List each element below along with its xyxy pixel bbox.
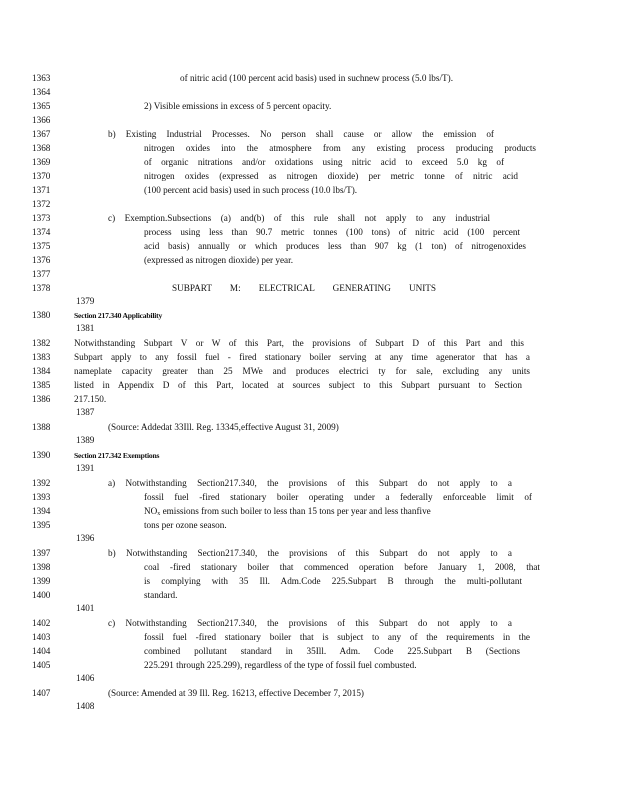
text-line: c) Notwithstanding Section217.340, the provisions of this Subpart do not apply to a: [108, 618, 512, 628]
text-line: listed in Appendix D of this Part, located at sources subject to this Subpart pursuant to Section: [74, 380, 522, 390]
text-line: nameplate capacity greater than 25 MWe and produces electrici ty for sale, excluding any units: [74, 366, 530, 376]
text-line: nitrogen oxides (expressed as nitrogen dioxide) per metric tonne of nitric acid: [144, 171, 518, 181]
line-number: 1398: [32, 562, 51, 572]
line-number: 1369: [32, 157, 51, 167]
line-number: 1376: [32, 255, 51, 265]
line-number: 1364: [32, 87, 51, 97]
section-heading: Section 217.342 Exemptions: [74, 451, 160, 460]
text-line: b) Notwithstanding Section217.340, the provisions of this Subpart do not apply to a: [108, 548, 512, 558]
line-number: 1396: [76, 533, 95, 543]
text-line: combined pollutant standard in 35Ill. Adm. Code 225.Subpart B (Sections: [144, 646, 520, 656]
line-number: 1368: [32, 143, 51, 153]
line-number: 1386: [32, 394, 51, 404]
text-line: fossil fuel -fired stationary boiler operating under a federally enforceable limit of: [144, 492, 532, 502]
line-number: 1379: [76, 296, 95, 306]
line-number: 1378: [32, 283, 51, 293]
source-note: (Source: Addedat 33Ill. Reg. 13345,effective August 31, 2009): [108, 422, 339, 432]
line-number: 1381: [76, 323, 95, 333]
line-number: 1388: [32, 422, 51, 432]
line-number: 1401: [76, 603, 95, 613]
line-number: 1391: [76, 463, 95, 473]
line-number: 1395: [32, 520, 51, 530]
text-line: fossil fuel -fired stationary boiler that is subject to any of the requirements in the: [144, 632, 530, 642]
text-line: coal -fired stationary boiler that commenced operation before January 1, 2008, that: [144, 562, 540, 572]
text-line: Subpart apply to any fossil fuel - fired stationary boiler serving at any time agenerator that has a: [74, 352, 530, 362]
subscript-x: x: [157, 511, 161, 517]
section-heading: Section 217.340 Applicability: [74, 311, 163, 320]
line-number: 1370: [32, 171, 51, 181]
text-line: 2) Visible emissions in excess of 5 percent opacity.: [144, 101, 332, 111]
line-number: 1374: [32, 227, 51, 237]
line-number: 1367: [32, 129, 51, 139]
line-number: 1382: [32, 338, 51, 348]
text-line: is complying with 35 Ill. Adm.Code 225.Subpart B through the multi-pollutant: [144, 576, 522, 586]
line-number: 1366: [32, 115, 51, 125]
text-line: standard.: [144, 590, 178, 600]
source-note: (Source: Amended at 39 Ill. Reg. 16213, effective December 7, 2015): [108, 688, 364, 698]
text-line: nitrogen oxides into the atmosphere from any existing process producing products: [144, 143, 536, 153]
line-number: 1377: [32, 269, 51, 279]
line-number: 1406: [76, 673, 95, 683]
text-line: tons per ozone season.: [144, 520, 227, 530]
text-line-nox: $NO_x$ emissions from such boiler to less than 15 tons per year and less thanfive: [144, 506, 431, 517]
text-line: Notwithstanding Subpart V or W of this Part, the provisions of Subpart D of this Part and this: [74, 338, 524, 348]
line-number: 1404: [32, 646, 51, 656]
line-number: 1371: [32, 185, 51, 195]
text-line: b) Existing Industrial Processes. No person shall cause or allow the emission of: [108, 129, 494, 139]
line-number: 1402: [32, 618, 51, 628]
line-number: 1400: [32, 590, 51, 600]
line-number: 1389: [76, 435, 95, 445]
line-number: 1392: [32, 478, 51, 488]
line-number: 1390: [32, 450, 51, 460]
text-line: (expressed as nitrogen dioxide) per year.: [144, 255, 293, 265]
line-number: 1373: [32, 213, 51, 223]
text-line: process using less than 90.7 metric tonnes (100 tons) of nitric acid (100 percent: [144, 227, 520, 237]
line-number: 1407: [32, 688, 51, 698]
line-number: 1365: [32, 101, 51, 111]
line-number: 1385: [32, 380, 51, 390]
line-number: 1384: [32, 366, 51, 376]
text-line: of nitric acid (100 percent acid basis) used in suchnew process (5.0 lbs/T).: [180, 73, 453, 83]
text-line: acid basis) annually or which produces less than 907 kg (1 ton) of nitrogenoxides: [144, 241, 526, 251]
nox-line-rest: emissions from such boiler to less than 15 tons per year and less thanfive: [160, 506, 431, 516]
line-number: 1393: [32, 492, 51, 502]
line-number: 1387: [76, 407, 95, 417]
line-number: 1405: [32, 660, 51, 670]
line-number: 1408: [76, 701, 95, 711]
text-line: of organic nitrations and/or oxidations using nitric acid to exceed 5.0 kg of: [144, 157, 504, 167]
text-line: (100 percent acid basis) used in such process (10.0 lbs/T).: [144, 185, 358, 195]
text-line: 225.291 through 225.299), regardless of the type of fossil fuel combusted.: [144, 660, 417, 670]
text-line: a) Notwithstanding Section217.340, the provisions of this Subpart do not apply to a: [108, 478, 512, 488]
subpart-heading: SUBPART M: ELECTRICAL GENERATING UNITS: [172, 283, 436, 293]
line-number: 1399: [32, 576, 51, 586]
text-line: 217.150.: [74, 394, 107, 404]
line-number: 1375: [32, 241, 51, 251]
text-line: c) Exemption.Subsections (a) and(b) of this rule shall not apply to any industrial: [108, 213, 490, 223]
line-number: 1394: [32, 506, 51, 516]
line-number: 1383: [32, 352, 51, 362]
line-number: 1397: [32, 548, 51, 558]
line-number: 1363: [32, 73, 51, 83]
line-number: 1380: [32, 310, 51, 320]
line-number: 1372: [32, 199, 51, 209]
line-number: 1403: [32, 632, 51, 642]
